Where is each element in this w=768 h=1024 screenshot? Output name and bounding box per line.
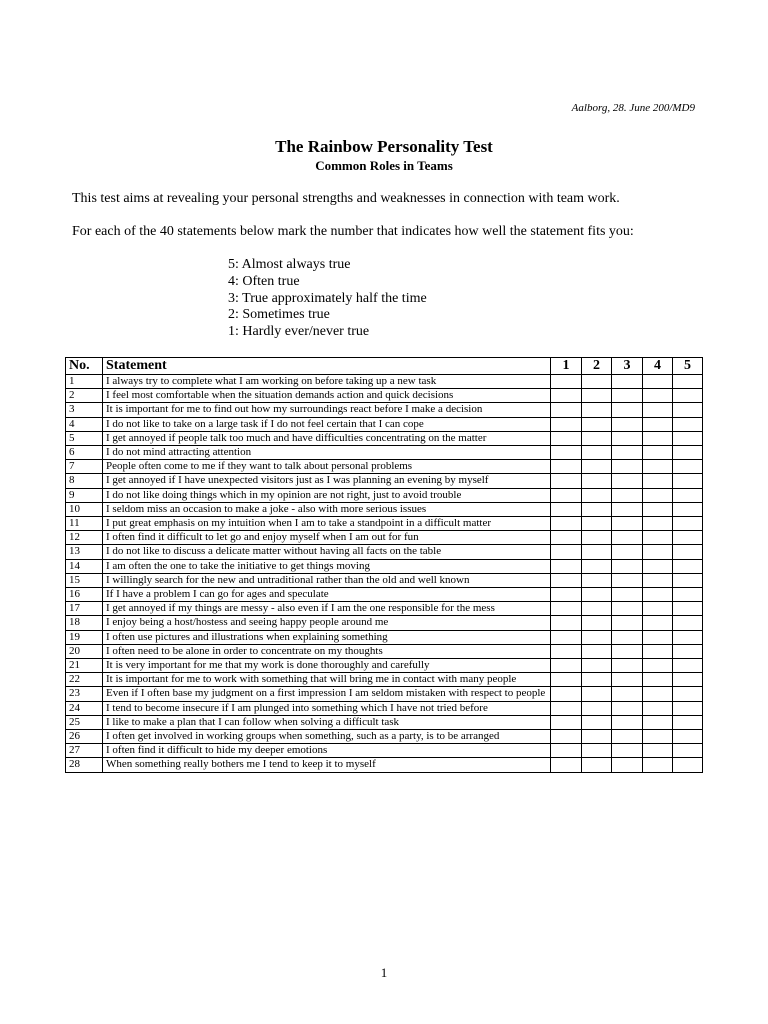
score-cell-5[interactable]: [673, 616, 703, 630]
row-statement: If I have a problem I can go for ages and speculate: [103, 588, 551, 602]
score-cell-3[interactable]: [612, 659, 643, 673]
score-cell-5[interactable]: [673, 488, 703, 502]
score-cell-3[interactable]: [612, 375, 643, 389]
score-cell-3[interactable]: [612, 616, 643, 630]
row-statement: I am often the one to take the initiative to get things moving: [103, 559, 551, 573]
score-cell-2[interactable]: [582, 573, 612, 587]
row-statement: I do not like to take on a large task if I do not feel certain that I can cope: [103, 417, 551, 431]
score-cell-3[interactable]: [612, 573, 643, 587]
score-cell-2[interactable]: [582, 474, 612, 488]
score-cell-1[interactable]: [551, 502, 582, 516]
score-cell-4[interactable]: [643, 701, 673, 715]
scale-item: 4: Often true: [228, 273, 300, 289]
score-cell-4[interactable]: [643, 644, 673, 658]
table-row: [66, 431, 703, 445]
score-cell-5[interactable]: [673, 573, 703, 587]
table-row: [66, 715, 703, 729]
score-cell-2[interactable]: [582, 715, 612, 729]
score-cell-4[interactable]: [643, 417, 673, 431]
row-number: 1: [66, 375, 103, 389]
table-row: [66, 659, 703, 673]
score-cell-1[interactable]: [551, 431, 582, 445]
score-cell-4[interactable]: [643, 559, 673, 573]
row-statement: I tend to become insecure if I am plunged into something which I have not tried before: [103, 701, 551, 715]
score-cell-4[interactable]: [643, 758, 673, 772]
score-cell-2[interactable]: [582, 502, 612, 516]
score-cell-4[interactable]: [643, 375, 673, 389]
score-cell-1[interactable]: [551, 474, 582, 488]
row-statement: I feel most comfortable when the situation demands action and quick decisions: [103, 389, 551, 403]
row-number: 10: [66, 502, 103, 516]
row-number: 13: [66, 545, 103, 559]
row-number: 28: [66, 758, 103, 772]
score-cell-1[interactable]: [551, 701, 582, 715]
score-cell-5[interactable]: [673, 659, 703, 673]
table-row: [66, 644, 703, 658]
score-cell-4[interactable]: [643, 744, 673, 758]
row-statement: I like to make a plan that I can follow when solving a difficult task: [103, 715, 551, 729]
score-cell-2[interactable]: [582, 417, 612, 431]
score-cell-3[interactable]: [612, 389, 643, 403]
row-statement: I get annoyed if my things are messy - also even if I am the one responsible for the mess: [103, 602, 551, 616]
score-cell-3[interactable]: [612, 730, 643, 744]
score-cell-3[interactable]: [612, 673, 643, 687]
score-cell-4[interactable]: [643, 659, 673, 673]
row-statement: It is important for me to find out how my surroundings react before I make a decision: [103, 403, 551, 417]
score-cell-3[interactable]: [612, 502, 643, 516]
score-cell-4[interactable]: [643, 715, 673, 729]
score-cell-4[interactable]: [643, 687, 673, 701]
score-cell-2[interactable]: [582, 517, 612, 531]
score-cell-5[interactable]: [673, 517, 703, 531]
score-cell-2[interactable]: [582, 559, 612, 573]
row-number: 23: [66, 687, 103, 701]
row-number: 22: [66, 673, 103, 687]
header-score-4: 4: [643, 358, 673, 375]
score-cell-4[interactable]: [643, 431, 673, 445]
score-cell-4[interactable]: [643, 616, 673, 630]
row-number: 3: [66, 403, 103, 417]
row-number: 15: [66, 573, 103, 587]
score-cell-1[interactable]: [551, 545, 582, 559]
score-cell-1[interactable]: [551, 630, 582, 644]
score-cell-3[interactable]: [612, 701, 643, 715]
score-cell-4[interactable]: [643, 460, 673, 474]
score-cell-5[interactable]: [673, 446, 703, 460]
row-number: 8: [66, 474, 103, 488]
table-row: [66, 687, 703, 701]
score-cell-4[interactable]: [643, 602, 673, 616]
row-number: 14: [66, 559, 103, 573]
score-cell-4[interactable]: [643, 446, 673, 460]
table-row: [66, 758, 703, 772]
dateline: Aalborg, 28. June 200/MD9: [571, 102, 695, 114]
header-score-3: 3: [612, 358, 643, 375]
score-cell-1[interactable]: [551, 588, 582, 602]
row-number: 25: [66, 715, 103, 729]
score-cell-5[interactable]: [673, 673, 703, 687]
score-cell-5[interactable]: [673, 588, 703, 602]
score-cell-3[interactable]: [612, 431, 643, 445]
score-cell-5[interactable]: [673, 701, 703, 715]
table-row: [66, 559, 703, 573]
table-row: [66, 460, 703, 474]
score-cell-1[interactable]: [551, 715, 582, 729]
row-number: 27: [66, 744, 103, 758]
scale-item: 1: Hardly ever/never true: [228, 324, 370, 340]
row-statement: I seldom miss an occasion to make a joke - also with more serious issues: [103, 502, 551, 516]
score-cell-3[interactable]: [612, 559, 643, 573]
score-cell-1[interactable]: [551, 375, 582, 389]
row-number: 6: [66, 446, 103, 460]
score-cell-4[interactable]: [643, 531, 673, 545]
page-subtitle: Common Roles in Teams: [315, 158, 453, 173]
score-cell-5[interactable]: [673, 630, 703, 644]
table-row: [66, 545, 703, 559]
score-cell-1[interactable]: [551, 758, 582, 772]
score-cell-5[interactable]: [673, 545, 703, 559]
table-header-row: [66, 358, 703, 375]
row-statement: I always try to complete what I am working on before taking up a new task: [103, 375, 551, 389]
row-statement: I get annoyed if people talk too much and have difficulties concentrating on the matter: [103, 431, 551, 445]
score-cell-1[interactable]: [551, 517, 582, 531]
score-cell-1[interactable]: [551, 687, 582, 701]
row-statement: I often find it difficult to let go and enjoy myself when I am out for fun: [103, 531, 551, 545]
row-number: 5: [66, 431, 103, 445]
score-cell-2[interactable]: [582, 744, 612, 758]
row-number: 4: [66, 417, 103, 431]
score-cell-3[interactable]: [612, 474, 643, 488]
table-row: [66, 517, 703, 531]
score-cell-2[interactable]: [582, 602, 612, 616]
row-number: 9: [66, 488, 103, 502]
score-cell-2[interactable]: [582, 758, 612, 772]
table-row: [66, 417, 703, 431]
row-number: 12: [66, 531, 103, 545]
score-cell-1[interactable]: [551, 531, 582, 545]
score-cell-2[interactable]: [582, 488, 612, 502]
score-cell-1[interactable]: [551, 488, 582, 502]
score-cell-4[interactable]: [643, 673, 673, 687]
header-score-5: 5: [673, 358, 703, 375]
page-title: The Rainbow Personality Test: [275, 137, 493, 156]
score-cell-4[interactable]: [643, 630, 673, 644]
table-row: [66, 488, 703, 502]
score-cell-2[interactable]: [582, 446, 612, 460]
table-row: [66, 502, 703, 516]
row-number: 20: [66, 644, 103, 658]
score-cell-2[interactable]: [582, 431, 612, 445]
score-cell-4[interactable]: [643, 545, 673, 559]
score-cell-1[interactable]: [551, 446, 582, 460]
instruction-text: For each of the 40 statements below mark the number that indicates how well the statement fits you:: [72, 224, 634, 239]
scale-item: 3: True approximately half the time: [228, 290, 427, 306]
table-row: [66, 630, 703, 644]
score-cell-1[interactable]: [551, 417, 582, 431]
score-cell-2[interactable]: [582, 403, 612, 417]
score-cell-1[interactable]: [551, 573, 582, 587]
score-cell-1[interactable]: [551, 730, 582, 744]
score-cell-3[interactable]: [612, 417, 643, 431]
scale-item: 5: Almost always true: [228, 257, 351, 272]
table-row: [66, 616, 703, 630]
score-cell-1[interactable]: [551, 744, 582, 758]
table-row: [66, 446, 703, 460]
score-cell-3[interactable]: [612, 744, 643, 758]
score-cell-5[interactable]: [673, 730, 703, 744]
rating-scale: [228, 257, 427, 341]
table-row: [66, 673, 703, 687]
table-body: [66, 375, 703, 773]
score-cell-4[interactable]: [643, 502, 673, 516]
score-cell-1[interactable]: [551, 602, 582, 616]
table-row: [66, 375, 703, 389]
score-cell-3[interactable]: [612, 588, 643, 602]
row-statement: It is important for me to work with something that will bring me in contact with many people: [103, 673, 551, 687]
score-cell-4[interactable]: [643, 517, 673, 531]
row-statement: When something really bothers me I tend to keep it to myself: [103, 758, 551, 772]
row-number: 16: [66, 588, 103, 602]
score-cell-4[interactable]: [643, 488, 673, 502]
intro-text: This test aims at revealing your personal strengths and weaknesses in connection with team work.: [72, 191, 620, 206]
score-cell-4[interactable]: [643, 573, 673, 587]
score-cell-2[interactable]: [582, 644, 612, 658]
score-cell-5[interactable]: [673, 715, 703, 729]
row-number: 17: [66, 602, 103, 616]
score-cell-3[interactable]: [612, 446, 643, 460]
header-score-1: 1: [551, 358, 582, 375]
row-statement: I put great emphasis on my intuition when I am to take a standpoint in a difficult matter: [103, 517, 551, 531]
score-cell-2[interactable]: [582, 630, 612, 644]
row-number: 21: [66, 659, 103, 673]
score-cell-3[interactable]: [612, 630, 643, 644]
score-cell-1[interactable]: [551, 403, 582, 417]
row-statement: I do not like to discuss a delicate matter without having all facts on the table: [103, 545, 551, 559]
score-cell-2[interactable]: [582, 616, 612, 630]
header-statement: Statement: [103, 358, 551, 375]
score-cell-5[interactable]: [673, 644, 703, 658]
row-statement: People often come to me if they want to talk about personal problems: [103, 460, 551, 474]
score-cell-3[interactable]: [612, 758, 643, 772]
score-cell-1[interactable]: [551, 460, 582, 474]
header-no: No.: [66, 358, 103, 375]
score-cell-4[interactable]: [643, 403, 673, 417]
score-cell-3[interactable]: [612, 715, 643, 729]
row-statement: I often find it difficult to hide my deeper emotions: [103, 744, 551, 758]
row-number: 24: [66, 701, 103, 715]
row-statement: I often need to be alone in order to concentrate on my thoughts: [103, 644, 551, 658]
score-cell-5[interactable]: [673, 474, 703, 488]
row-statement: I often get involved in working groups when something, such as a party, is to be arranged: [103, 730, 551, 744]
score-cell-2[interactable]: [582, 375, 612, 389]
score-cell-3[interactable]: [612, 644, 643, 658]
row-statement: I willingly search for the new and untraditional rather than the old and well known: [103, 573, 551, 587]
table-row: [66, 403, 703, 417]
row-number: 19: [66, 630, 103, 644]
score-cell-2[interactable]: [582, 701, 612, 715]
score-cell-5[interactable]: [673, 687, 703, 701]
score-cell-3[interactable]: [612, 460, 643, 474]
table-row: [66, 602, 703, 616]
header-score-2: 2: [582, 358, 612, 375]
row-statement: I get annoyed if I have unexpected visitors just as I was planning an evening by myself: [103, 474, 551, 488]
score-cell-5[interactable]: [673, 403, 703, 417]
score-cell-3[interactable]: [612, 517, 643, 531]
score-cell-4[interactable]: [643, 588, 673, 602]
row-statement: I do not mind attracting attention: [103, 446, 551, 460]
score-cell-5[interactable]: [673, 417, 703, 431]
row-statement: I often use pictures and illustrations when explaining something: [103, 630, 551, 644]
score-cell-5[interactable]: [673, 460, 703, 474]
table-row: [66, 389, 703, 403]
score-cell-2[interactable]: [582, 460, 612, 474]
score-cell-5[interactable]: [673, 431, 703, 445]
row-number: 7: [66, 460, 103, 474]
score-cell-5[interactable]: [673, 744, 703, 758]
table-row: [66, 744, 703, 758]
table-row: [66, 588, 703, 602]
score-cell-2[interactable]: [582, 673, 612, 687]
row-statement: It is very important for me that my work is done thoroughly and carefully: [103, 659, 551, 673]
page-number: 1: [380, 965, 388, 980]
score-cell-2[interactable]: [582, 659, 612, 673]
table-row: [66, 474, 703, 488]
score-cell-1[interactable]: [551, 644, 582, 658]
score-cell-1[interactable]: [551, 389, 582, 403]
row-number: 18: [66, 616, 103, 630]
score-cell-1[interactable]: [551, 559, 582, 573]
score-cell-2[interactable]: [582, 588, 612, 602]
row-statement: Even if I often base my judgment on a first impression I am seldom mistaken with respect to people: [103, 687, 551, 701]
score-cell-3[interactable]: [612, 403, 643, 417]
score-cell-1[interactable]: [551, 616, 582, 630]
score-cell-2[interactable]: [582, 545, 612, 559]
score-cell-2[interactable]: [582, 531, 612, 545]
score-cell-3[interactable]: [612, 545, 643, 559]
row-statement: I enjoy being a host/hostess and seeing happy people around me: [103, 616, 551, 630]
score-cell-2[interactable]: [582, 389, 612, 403]
score-cell-5[interactable]: [673, 758, 703, 772]
score-cell-3[interactable]: [612, 488, 643, 502]
row-number: 26: [66, 730, 103, 744]
score-cell-2[interactable]: [582, 730, 612, 744]
scale-item: 2: Sometimes true: [228, 307, 330, 323]
score-cell-4[interactable]: [643, 730, 673, 744]
score-cell-3[interactable]: [612, 602, 643, 616]
score-cell-1[interactable]: [551, 673, 582, 687]
score-cell-2[interactable]: [582, 687, 612, 701]
row-statement: I do not like doing things which in my opinion are not right, just to avoid trouble: [103, 488, 551, 502]
score-cell-5[interactable]: [673, 389, 703, 403]
table-row: [66, 730, 703, 744]
score-cell-3[interactable]: [612, 531, 643, 545]
score-cell-5[interactable]: [673, 531, 703, 545]
table-row: [66, 573, 703, 587]
row-number: 2: [66, 389, 103, 403]
table-row: [66, 531, 703, 545]
score-cell-4[interactable]: [643, 474, 673, 488]
score-cell-5[interactable]: [673, 559, 703, 573]
score-cell-4[interactable]: [643, 389, 673, 403]
score-cell-5[interactable]: [673, 502, 703, 516]
score-cell-1[interactable]: [551, 659, 582, 673]
score-cell-3[interactable]: [612, 687, 643, 701]
score-cell-5[interactable]: [673, 375, 703, 389]
statements-table: [65, 357, 703, 773]
score-cell-5[interactable]: [673, 602, 703, 616]
row-number: 11: [66, 517, 103, 531]
table-row: [66, 701, 703, 715]
